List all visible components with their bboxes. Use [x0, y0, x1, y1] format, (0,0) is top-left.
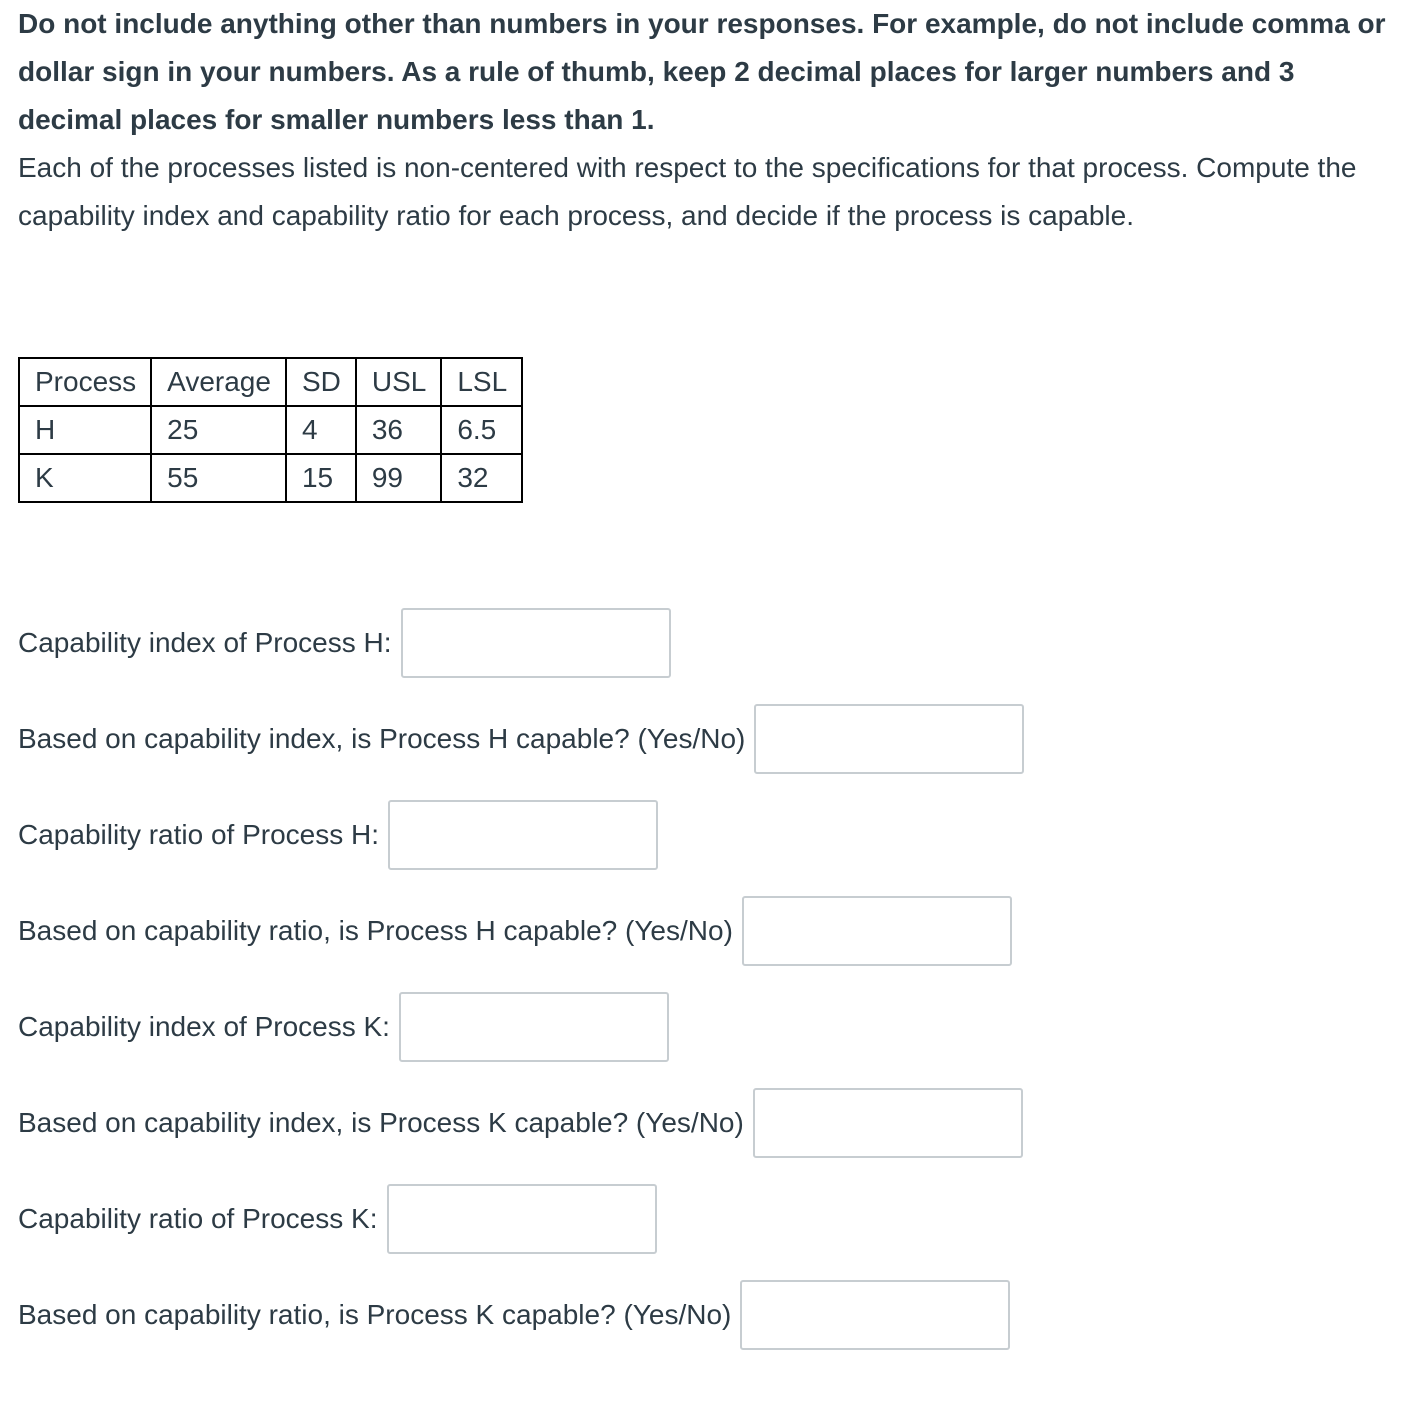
- cell-usl: 99: [356, 454, 441, 502]
- capable-by-index-h-input[interactable]: [754, 704, 1024, 774]
- table-row: [19, 406, 522, 454]
- header-usl: USL: [356, 358, 441, 406]
- cell-usl: 36: [356, 406, 441, 454]
- question-label: Capability index of Process H:: [18, 627, 392, 658]
- capability-ratio-k-input[interactable]: [387, 1184, 657, 1254]
- question-label: Capability index of Process K:: [18, 1011, 390, 1042]
- capability-index-h-input[interactable]: [401, 608, 671, 678]
- problem-statement: Each of the processes listed is non-centered with respect to the specifications for that process. Compute the capability index and capability ratio for each process, and decide if the process is capable.: [18, 152, 1357, 231]
- question-capable-by-ratio-k: [18, 1277, 1010, 1353]
- question-label: Capability ratio of Process H:: [18, 819, 380, 850]
- cell-process: K: [19, 454, 151, 502]
- question-capable-by-index-h: [18, 701, 1024, 777]
- table-header-row: [19, 358, 522, 406]
- cell-lsl: 32: [441, 454, 522, 502]
- header-process: Process: [19, 358, 151, 406]
- cell-lsl: 6.5: [441, 406, 522, 454]
- header-average: Average: [151, 358, 286, 406]
- capable-by-index-k-input[interactable]: [753, 1088, 1023, 1158]
- cell-sd: 15: [286, 454, 356, 502]
- process-specifications-table: [18, 357, 523, 503]
- question-capable-by-ratio-h: [18, 893, 1012, 969]
- question-capable-by-index-k: [18, 1085, 1023, 1161]
- question-capability-index-h: [18, 605, 671, 681]
- cell-process: H: [19, 406, 151, 454]
- capable-by-ratio-k-input[interactable]: [740, 1280, 1010, 1350]
- header-lsl: LSL: [441, 358, 522, 406]
- question-label: Based on capability ratio, is Process K capable? (Yes/No): [18, 1299, 732, 1330]
- cell-average: 25: [151, 406, 286, 454]
- header-sd: SD: [286, 358, 356, 406]
- cell-average: 55: [151, 454, 286, 502]
- question-label: Capability ratio of Process K:: [18, 1203, 378, 1234]
- question-content: [18, 0, 1398, 1330]
- cell-sd: 4: [286, 406, 356, 454]
- capability-index-k-input[interactable]: [399, 992, 669, 1062]
- question-capability-ratio-k: [18, 1181, 657, 1257]
- capability-ratio-h-input[interactable]: [388, 800, 658, 870]
- capable-by-ratio-h-input[interactable]: [742, 896, 1012, 966]
- question-label: Based on capability ratio, is Process H capable? (Yes/No): [18, 915, 733, 946]
- answer-format-instructions: Do not include anything other than numbers in your responses. For example, do not include comma or dollar sign in your numbers. As a rule of thumb, keep 2 decimal places for larger numbers and 3 decimal places for smaller numbers less than 1.: [18, 8, 1386, 135]
- question-capability-index-k: [18, 989, 669, 1065]
- table-row: [19, 454, 522, 502]
- question-label: Based on capability index, is Process H capable? (Yes/No): [18, 723, 746, 754]
- question-label: Based on capability index, is Process K capable? (Yes/No): [18, 1107, 744, 1138]
- question-capability-ratio-h: [18, 797, 658, 873]
